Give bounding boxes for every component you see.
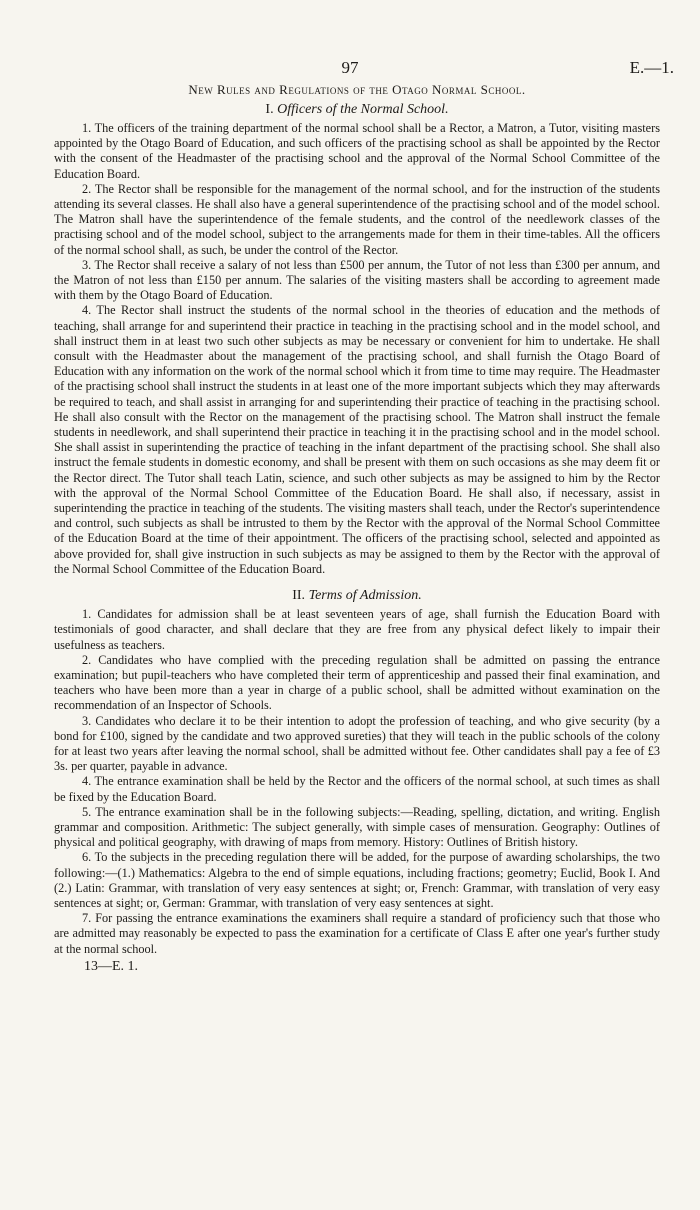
section-title: Officers of the Normal School. (277, 102, 449, 117)
signature-mark: 13—E. 1. (84, 958, 139, 974)
section-number: I. (265, 102, 274, 117)
paragraph: 2. Candidates who have complied with the preceding regulation shall be admitted on passing the entrance examination; but pupil-teachers who have completed their term of apprenticeship and passed their final examination, and teachers who have been more than a year in charge of a public school, shall be admitted without examination on the recommendation of an Inspector of Schools. (54, 652, 660, 713)
document-reference: E.—1. (629, 58, 674, 77)
section-heading-officers (54, 102, 660, 118)
paragraph: 5. The entrance examination shall be in the following subjects:—Reading, spelling, dictation, and writing. English grammar and composition. Arithmetic: The subject generally, with simple cases of mensuration. Geography: Outlines of physical and political geography, with drawing of maps from memory. History: Outlines of British history. (54, 804, 660, 850)
paragraph: 4. The Rector shall instruct the students of the normal school in the theories of education and the methods of teaching, shall arrange for and superintend their practice in teaching in the practising school and in the model school, and shall instruct them in at least two such other subjects as may be necessary or convenient for him to undertake. He shall consult with the Headmaster about the management of the practising school, and shall furnish the Otago Board of Education with any information on the work of the normal school which it from time to time may require. The Headmaster of the practising school shall instruct the students in at least one of the more important subjects which they may afterwards be required to teach, and shall assist in arranging for and superintending their practice of teaching in the practising school. He shall also consult with the Rector on the management of the practising school. The Matron shall instruct the female students in needlework, and shall superintend their practice in teaching it in the practising school and in the model school. She shall assist in superintending the practice of teaching in the infant department of the practising school. She shall also instruct the female students in domestic economy, and shall be present with them on such occasions as she may deem fit or the Rector direct. The Tutor shall teach Latin, science, and such other subjects as may be assigned to him by the Rector with the approval of the Normal School Committee of the Education Board. He shall also, if necessary, assist in superintending the practice in teaching of the students. The visiting masters shall teach, under the Rector's superintendence and control, such subjects as shall be intrusted to them by the Rector with the approval of the Normal School Committee of the Education Board at the time of their appointment. The officers of the practising school, selected and appointed as above provided for, shall give instruction in such subjects as may be assigned to them by the Rector with the approval of the Normal School Committee of the Education Board. (54, 303, 660, 576)
paragraph: 1. Candidates for admission shall be at least seventeen years of age, shall furnish the Education Board with testimonials of good character, and shall declare that they are free from any physical defect likely to impair their usefulness as teachers. (54, 607, 660, 652)
paragraph: 6. To the subjects in the preceding regulation there will be added, for the purpose of awarding scholarships, the two following:—(1.) Mathematics: Algebra to the end of simple equations, including fractions; geometry; Euclid, Book I. And (2.) Latin: Grammar, with translation of very easy sentences at sight; or, French: Grammar, with translation of very easy sentences at sight; or, German: Grammar, with translation of very easy sentences at sight. (54, 850, 660, 910)
section-number: II. (292, 588, 306, 604)
page-number: 97 (341, 58, 359, 77)
paragraph: 3. The Rector shall receive a salary of not less than £500 per annum, the Tutor of not less than £300 per annum, and the Matron of not less than £150 per annum. The salaries of the visiting masters shall be according to agreement made with them by the Otago Board of Education. (54, 257, 660, 303)
paragraph: 3. Candidates who declare it to be their intention to adopt the profession of teaching, and who give security (by a bond for £100, signed by the candidate and two approved sureties) that they will teach in the public schools of the colony for at least two years after leaving the normal school, shall be admitted without fee. Other candidates shall pay a fee of £3 3s. per quarter, payable in advance. (54, 713, 660, 774)
paragraph: 4. The entrance examination shall be held by the Rector and the officers of the normal school, at such times as shall be fixed by the Education Board. (54, 774, 660, 804)
paragraph: 2. The Rector shall be responsible for the management of the normal school, and for the instruction of the students attending its several classes. He shall also have a general superintendence of the practising school and of the model school. The Matron shall have the superintendence of the female students, and the control of the needlework classes of the practising school and of the model school, subject to the arrangements made for them in their time-tables. All the officers of the normal school shall, as such, be under the control of the Rector. (54, 181, 660, 257)
paragraph: 1. The officers of the training department of the normal school shall be a Rector, a Matron, a Tutor, visiting masters appointed by the Otago Board of Education, and such officers of the practising school as shall be appointed by the Rector with the consent of the Headmaster of the practising school and the approval of the Normal School Committee of the Education Board. (54, 121, 660, 181)
paragraph: 7. For passing the entrance examinations the examiners shall require a standard of proficiency such that those who are admitted may reasonably be expected to pass the examination for a certificate of Class E after one year's further study at the normal school. (54, 911, 660, 956)
document-title: New Rules and Regulations of the Otago Normal School. (188, 82, 526, 97)
section-title: Terms of Admission. (308, 588, 422, 604)
section-heading-admission (54, 588, 660, 604)
